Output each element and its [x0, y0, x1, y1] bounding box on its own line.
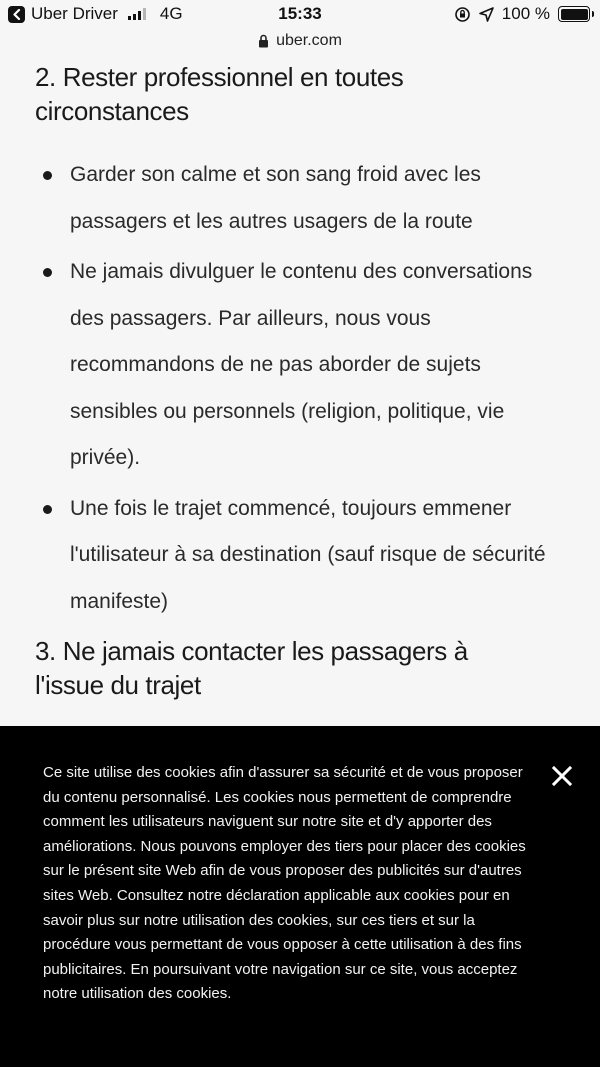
battery-percent: 100 % — [501, 4, 550, 23]
list-item — [0, 152, 600, 245]
lock-icon — [258, 34, 269, 48]
list-item — [0, 486, 600, 626]
close-button[interactable] — [550, 764, 574, 788]
location-arrow-icon — [479, 7, 494, 22]
bullet-dot-icon — [43, 505, 52, 514]
bullet-dot-icon — [43, 171, 52, 180]
bullet-dot-icon — [43, 268, 52, 277]
clock: 15:33 — [278, 4, 322, 23]
url-domain[interactable]: uber.com — [276, 32, 342, 49]
cookie-banner — [0, 726, 600, 1067]
bullet-text: Une fois le trajet commencé, toujours emmener l'utilisateur à sa destination (sauf risque de sécurité manifeste) — [70, 496, 546, 613]
list-item — [0, 249, 600, 482]
section-2-bullet-list — [0, 152, 600, 625]
status-bar-right — [454, 4, 590, 24]
bullet-text: Garder son calme et son sang froid avec les passagers et les autres usagers de la route — [70, 163, 481, 233]
back-to-app-label[interactable]: Uber Driver — [31, 4, 118, 23]
url-bar[interactable] — [0, 28, 600, 54]
cookie-banner-text: Ce site utilise des cookies afin d'assurer sa sécurité et de vous proposer du contenu personnalisé. Les cookies nous permettent de comprendre comment les utilisateurs naviguent sur notre site et d'y apporter des améliorations. Nous pouvons employer des tiers pour placer des cookies sur le présent site Web afin de vous proposer des publicités sur d'autres sites Web. Consultez notre déclaration applicable aux cookies pour en savoir plus sur notre utilisation des cookies, sur ces tiers et sur la procédure vous permettant de vous opposer à cette utilisation à des fins publicitaires. En poursuivant votre navigation sur ce site, vous acceptez notre utilisation des cookies. — [43, 764, 526, 1003]
status-bar — [0, 0, 600, 30]
network-type: 4G — [159, 4, 183, 23]
bullet-text: Ne jamais divulguer le contenu des conversations des passagers. Par ailleurs, nous vous recommandons de ne pas aborder de sujets sensibles ou personnels (religion, politique, vie privée). — [70, 260, 533, 469]
orientation-lock-icon — [454, 6, 471, 23]
section-3-heading: 3. Ne jamais contacter les passagers à l'issue du trajet — [35, 636, 468, 700]
close-icon[interactable] — [550, 764, 574, 788]
battery-icon — [558, 6, 590, 22]
section-2-heading: 2. Rester professionnel en toutes circonstances — [35, 62, 404, 126]
